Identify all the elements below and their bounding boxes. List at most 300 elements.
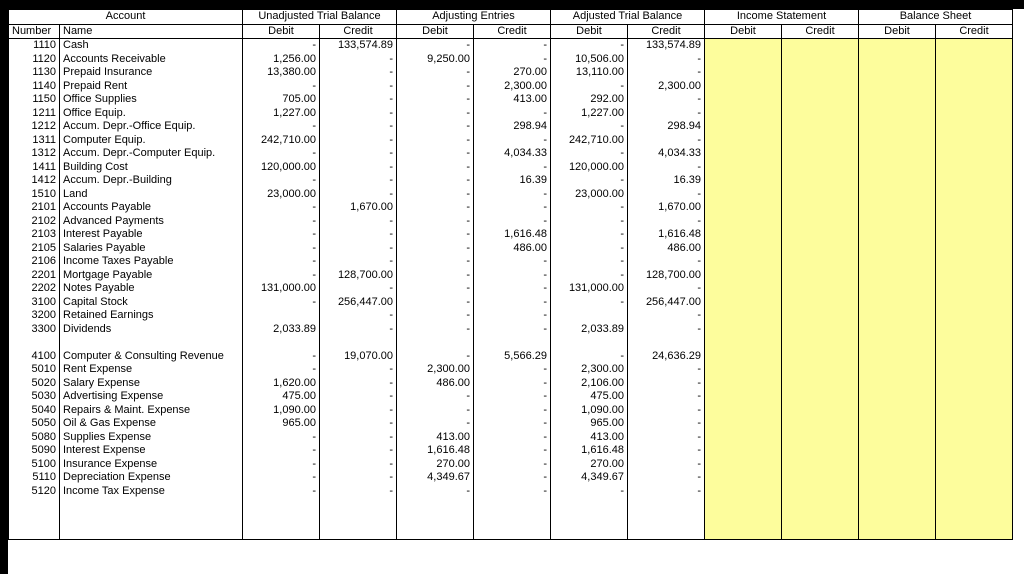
income-debit-cell[interactable] — [705, 485, 782, 499]
account-number-cell[interactable]: 1211 — [9, 107, 60, 121]
adjusting-debit-cell[interactable]: - — [397, 309, 474, 323]
unadjusted-debit-cell[interactable]: - — [243, 444, 320, 458]
account-name-cell[interactable]: Prepaid Rent — [60, 80, 243, 94]
account-name-cell[interactable]: Income Taxes Payable — [60, 255, 243, 269]
income-debit-cell[interactable] — [705, 39, 782, 53]
unadjusted-credit-cell[interactable]: - — [320, 363, 397, 377]
adjusting-debit-cell[interactable]: - — [397, 66, 474, 80]
income-credit-cell[interactable] — [782, 201, 859, 215]
adjusting-debit-cell[interactable]: - — [397, 350, 474, 364]
adjusted-debit-cell[interactable]: 131,000.00 — [551, 282, 628, 296]
adjusted-debit-cell[interactable]: 475.00 — [551, 390, 628, 404]
adjusted-credit-cell[interactable]: - — [628, 417, 705, 431]
income-debit-cell[interactable] — [705, 471, 782, 485]
balance-credit-cell[interactable] — [936, 444, 1013, 458]
income-debit-cell[interactable] — [705, 296, 782, 310]
adjusting-credit-cell[interactable]: - — [474, 188, 551, 202]
unadjusted-debit-cell[interactable]: 242,710.00 — [243, 134, 320, 148]
adjusting-debit-cell[interactable]: 4,349.67 — [397, 471, 474, 485]
balance-credit-cell[interactable] — [936, 228, 1013, 242]
adjusting-debit-cell[interactable]: 9,250.00 — [397, 53, 474, 67]
account-name-cell[interactable]: Oil & Gas Expense — [60, 417, 243, 431]
adjusting-credit-cell[interactable]: - — [474, 377, 551, 391]
balance-debit-cell[interactable] — [859, 80, 936, 94]
adjusted-credit-cell[interactable] — [628, 336, 705, 350]
account-name-cell[interactable] — [60, 336, 243, 350]
adjusted-credit-cell[interactable]: 4,034.33 — [628, 147, 705, 161]
account-number-cell[interactable]: 5020 — [9, 377, 60, 391]
balance-debit-cell[interactable] — [859, 431, 936, 445]
adjusted-debit-cell[interactable]: - — [551, 80, 628, 94]
balance-credit-cell[interactable] — [936, 309, 1013, 323]
unadjusted-debit-cell[interactable]: 120,000.00 — [243, 161, 320, 175]
balance-debit-cell[interactable] — [859, 282, 936, 296]
account-name-cell[interactable] — [60, 512, 243, 526]
balance-credit-cell[interactable] — [936, 66, 1013, 80]
income-credit-cell[interactable] — [782, 107, 859, 121]
income-debit-cell[interactable] — [705, 134, 782, 148]
adjusting-credit-cell[interactable]: - — [474, 39, 551, 53]
adjusted-credit-cell[interactable]: - — [628, 188, 705, 202]
unadjusted-debit-cell[interactable] — [243, 525, 320, 539]
balance-credit-cell[interactable] — [936, 390, 1013, 404]
income-debit-cell[interactable] — [705, 282, 782, 296]
account-name-cell[interactable]: Computer Equip. — [60, 134, 243, 148]
unadjusted-credit-cell[interactable]: 1,670.00 — [320, 201, 397, 215]
unadjusted-debit-cell[interactable] — [243, 512, 320, 526]
adjusted-debit-cell[interactable]: 413.00 — [551, 431, 628, 445]
account-number-cell[interactable]: 2202 — [9, 282, 60, 296]
account-name-cell[interactable]: Dividends — [60, 323, 243, 337]
income-credit-cell[interactable] — [782, 161, 859, 175]
income-credit-cell[interactable] — [782, 377, 859, 391]
adjusted-debit-cell[interactable]: - — [551, 215, 628, 229]
balance-debit-cell[interactable] — [859, 120, 936, 134]
adjusted-debit-cell[interactable]: - — [551, 174, 628, 188]
account-name-cell[interactable]: Building Cost — [60, 161, 243, 175]
income-debit-cell[interactable] — [705, 431, 782, 445]
income-credit-cell[interactable] — [782, 404, 859, 418]
income-credit-cell[interactable] — [782, 120, 859, 134]
balance-debit-cell[interactable] — [859, 53, 936, 67]
unadjusted-credit-cell[interactable]: - — [320, 215, 397, 229]
balance-debit-cell[interactable] — [859, 107, 936, 121]
adjusting-credit-cell[interactable]: - — [474, 161, 551, 175]
income-debit-cell[interactable] — [705, 350, 782, 364]
unadjusted-debit-cell[interactable]: 1,256.00 — [243, 53, 320, 67]
income-debit-cell[interactable] — [705, 120, 782, 134]
account-number-cell[interactable]: 2201 — [9, 269, 60, 283]
account-number-cell[interactable]: 1412 — [9, 174, 60, 188]
account-name-cell[interactable]: Insurance Expense — [60, 458, 243, 472]
adjusting-debit-cell[interactable]: - — [397, 174, 474, 188]
adjusting-credit-cell[interactable]: 1,616.48 — [474, 228, 551, 242]
adjusting-credit-cell[interactable]: - — [474, 390, 551, 404]
unadjusted-credit-cell[interactable]: - — [320, 255, 397, 269]
account-name-cell[interactable]: Accounts Receivable — [60, 53, 243, 67]
unadjusted-debit-cell[interactable]: - — [243, 350, 320, 364]
adjusted-credit-cell[interactable]: 256,447.00 — [628, 296, 705, 310]
account-name-cell[interactable]: Interest Expense — [60, 444, 243, 458]
adjusted-debit-cell[interactable]: 2,106.00 — [551, 377, 628, 391]
account-number-cell[interactable]: 5080 — [9, 431, 60, 445]
income-debit-cell[interactable] — [705, 188, 782, 202]
income-debit-cell[interactable] — [705, 525, 782, 539]
income-credit-cell[interactable] — [782, 282, 859, 296]
account-number-cell[interactable]: 1212 — [9, 120, 60, 134]
balance-debit-cell[interactable] — [859, 188, 936, 202]
income-credit-cell[interactable] — [782, 485, 859, 499]
adjusted-credit-cell[interactable]: - — [628, 458, 705, 472]
account-name-cell[interactable]: Accounts Payable — [60, 201, 243, 215]
unadjusted-credit-cell[interactable]: - — [320, 134, 397, 148]
adjusting-credit-cell[interactable]: 5,566.29 — [474, 350, 551, 364]
account-number-cell[interactable]: 1120 — [9, 53, 60, 67]
unadjusted-credit-cell[interactable]: - — [320, 417, 397, 431]
adjusting-credit-cell[interactable]: - — [474, 417, 551, 431]
income-credit-cell[interactable] — [782, 228, 859, 242]
unadjusted-credit-cell[interactable]: - — [320, 404, 397, 418]
adjusted-debit-cell[interactable]: 1,227.00 — [551, 107, 628, 121]
adjusting-debit-cell[interactable]: - — [397, 107, 474, 121]
unadjusted-debit-cell[interactable]: - — [243, 485, 320, 499]
balance-debit-cell[interactable] — [859, 228, 936, 242]
adjusted-debit-cell[interactable]: - — [551, 255, 628, 269]
adjusted-debit-cell[interactable]: - — [551, 120, 628, 134]
account-number-cell[interactable]: 3100 — [9, 296, 60, 310]
adjusted-debit-cell[interactable] — [551, 309, 628, 323]
adjusted-credit-cell[interactable]: - — [628, 282, 705, 296]
unadjusted-credit-cell[interactable] — [320, 498, 397, 512]
adjusted-credit-cell[interactable]: - — [628, 134, 705, 148]
balance-debit-cell[interactable] — [859, 215, 936, 229]
adjusted-debit-cell[interactable]: 4,349.67 — [551, 471, 628, 485]
income-credit-cell[interactable] — [782, 323, 859, 337]
adjusting-credit-cell[interactable]: 16.39 — [474, 174, 551, 188]
income-credit-cell[interactable] — [782, 174, 859, 188]
unadjusted-debit-cell[interactable]: - — [243, 363, 320, 377]
account-number-cell[interactable]: 2101 — [9, 201, 60, 215]
account-number-cell[interactable]: 1510 — [9, 188, 60, 202]
unadjusted-credit-cell[interactable]: - — [320, 485, 397, 499]
adjusted-debit-cell[interactable]: 23,000.00 — [551, 188, 628, 202]
income-credit-cell[interactable] — [782, 525, 859, 539]
adjusted-debit-cell[interactable] — [551, 525, 628, 539]
income-debit-cell[interactable] — [705, 147, 782, 161]
unadjusted-credit-cell[interactable]: - — [320, 53, 397, 67]
adjusted-debit-cell[interactable]: - — [551, 269, 628, 283]
account-name-cell[interactable]: Cash — [60, 39, 243, 53]
account-name-cell[interactable]: Repairs & Maint. Expense — [60, 404, 243, 418]
balance-debit-cell[interactable] — [859, 485, 936, 499]
account-number-cell[interactable] — [9, 525, 60, 539]
adjusted-credit-cell[interactable]: - — [628, 377, 705, 391]
adjusted-debit-cell[interactable]: 2,300.00 — [551, 363, 628, 377]
adjusting-credit-cell[interactable]: - — [474, 471, 551, 485]
balance-debit-cell[interactable] — [859, 336, 936, 350]
income-credit-cell[interactable] — [782, 39, 859, 53]
unadjusted-credit-cell[interactable]: - — [320, 161, 397, 175]
income-credit-cell[interactable] — [782, 53, 859, 67]
account-number-cell[interactable]: 1150 — [9, 93, 60, 107]
balance-debit-cell[interactable] — [859, 363, 936, 377]
income-credit-cell[interactable] — [782, 390, 859, 404]
income-credit-cell[interactable] — [782, 188, 859, 202]
unadjusted-debit-cell[interactable]: 131,000.00 — [243, 282, 320, 296]
adjusted-debit-cell[interactable]: 13,110.00 — [551, 66, 628, 80]
income-credit-cell[interactable] — [782, 350, 859, 364]
balance-debit-cell[interactable] — [859, 93, 936, 107]
income-debit-cell[interactable] — [705, 512, 782, 526]
income-debit-cell[interactable] — [705, 161, 782, 175]
balance-credit-cell[interactable] — [936, 458, 1013, 472]
account-name-cell[interactable]: Computer & Consulting Revenue — [60, 350, 243, 364]
unadjusted-debit-cell[interactable]: 965.00 — [243, 417, 320, 431]
adjusted-credit-cell[interactable]: - — [628, 215, 705, 229]
account-number-cell[interactable]: 1312 — [9, 147, 60, 161]
adjusted-credit-cell[interactable]: 16.39 — [628, 174, 705, 188]
income-credit-cell[interactable] — [782, 255, 859, 269]
balance-credit-cell[interactable] — [936, 134, 1013, 148]
adjusted-debit-cell[interactable]: - — [551, 201, 628, 215]
income-debit-cell[interactable] — [705, 269, 782, 283]
adjusting-debit-cell[interactable] — [397, 512, 474, 526]
account-name-cell[interactable]: Salary Expense — [60, 377, 243, 391]
balance-credit-cell[interactable] — [936, 242, 1013, 256]
account-name-cell[interactable]: Salaries Payable — [60, 242, 243, 256]
unadjusted-credit-cell[interactable]: - — [320, 188, 397, 202]
adjusting-debit-cell[interactable]: - — [397, 404, 474, 418]
unadjusted-debit-cell[interactable]: - — [243, 255, 320, 269]
account-number-cell[interactable]: 2103 — [9, 228, 60, 242]
balance-credit-cell[interactable] — [936, 201, 1013, 215]
adjusted-debit-cell[interactable]: 270.00 — [551, 458, 628, 472]
adjusted-credit-cell[interactable]: - — [628, 53, 705, 67]
balance-debit-cell[interactable] — [859, 66, 936, 80]
adjusting-credit-cell[interactable]: - — [474, 404, 551, 418]
balance-debit-cell[interactable] — [859, 134, 936, 148]
adjusted-debit-cell[interactable]: - — [551, 296, 628, 310]
adjusting-debit-cell[interactable]: 413.00 — [397, 431, 474, 445]
account-name-cell[interactable]: Prepaid Insurance — [60, 66, 243, 80]
balance-debit-cell[interactable] — [859, 269, 936, 283]
balance-credit-cell[interactable] — [936, 282, 1013, 296]
adjusting-credit-cell[interactable]: - — [474, 363, 551, 377]
balance-credit-cell[interactable] — [936, 363, 1013, 377]
unadjusted-credit-cell[interactable]: - — [320, 471, 397, 485]
income-debit-cell[interactable] — [705, 107, 782, 121]
income-debit-cell[interactable] — [705, 444, 782, 458]
unadjusted-debit-cell[interactable] — [243, 336, 320, 350]
balance-credit-cell[interactable] — [936, 147, 1013, 161]
unadjusted-debit-cell[interactable]: 23,000.00 — [243, 188, 320, 202]
adjusted-debit-cell[interactable]: - — [551, 242, 628, 256]
balance-credit-cell[interactable] — [936, 174, 1013, 188]
adjusting-debit-cell[interactable]: - — [397, 242, 474, 256]
unadjusted-credit-cell[interactable]: - — [320, 80, 397, 94]
balance-debit-cell[interactable] — [859, 296, 936, 310]
account-name-cell[interactable]: Office Supplies — [60, 93, 243, 107]
unadjusted-credit-cell[interactable]: - — [320, 120, 397, 134]
account-name-cell[interactable]: Interest Payable — [60, 228, 243, 242]
adjusting-debit-cell[interactable]: - — [397, 282, 474, 296]
balance-credit-cell[interactable] — [936, 471, 1013, 485]
adjusted-debit-cell[interactable]: 2,033.89 — [551, 323, 628, 337]
unadjusted-debit-cell[interactable]: - — [243, 296, 320, 310]
adjusted-credit-cell[interactable]: - — [628, 93, 705, 107]
adjusting-credit-cell[interactable]: - — [474, 255, 551, 269]
unadjusted-credit-cell[interactable] — [320, 525, 397, 539]
adjusting-credit-cell[interactable] — [474, 336, 551, 350]
adjusted-debit-cell[interactable]: - — [551, 485, 628, 499]
account-name-cell[interactable]: Mortgage Payable — [60, 269, 243, 283]
balance-debit-cell[interactable] — [859, 242, 936, 256]
balance-debit-cell[interactable] — [859, 161, 936, 175]
account-name-cell[interactable]: Advertising Expense — [60, 390, 243, 404]
adjusting-debit-cell[interactable]: - — [397, 269, 474, 283]
income-debit-cell[interactable] — [705, 215, 782, 229]
income-credit-cell[interactable] — [782, 269, 859, 283]
adjusting-credit-cell[interactable]: - — [474, 282, 551, 296]
adjusted-credit-cell[interactable]: - — [628, 309, 705, 323]
income-credit-cell[interactable] — [782, 215, 859, 229]
adjusted-credit-cell[interactable]: - — [628, 390, 705, 404]
income-credit-cell[interactable] — [782, 147, 859, 161]
income-debit-cell[interactable] — [705, 458, 782, 472]
account-name-cell[interactable]: Depreciation Expense — [60, 471, 243, 485]
adjusting-debit-cell[interactable] — [397, 498, 474, 512]
adjusted-credit-cell[interactable]: 24,636.29 — [628, 350, 705, 364]
balance-credit-cell[interactable] — [936, 525, 1013, 539]
income-debit-cell[interactable] — [705, 498, 782, 512]
adjusted-credit-cell[interactable]: - — [628, 471, 705, 485]
adjusted-debit-cell[interactable]: - — [551, 228, 628, 242]
income-debit-cell[interactable] — [705, 80, 782, 94]
adjusted-debit-cell[interactable] — [551, 336, 628, 350]
unadjusted-credit-cell[interactable]: - — [320, 390, 397, 404]
balance-debit-cell[interactable] — [859, 444, 936, 458]
account-number-cell[interactable]: 5010 — [9, 363, 60, 377]
account-name-cell[interactable]: Retained Earnings — [60, 309, 243, 323]
balance-credit-cell[interactable] — [936, 161, 1013, 175]
adjusted-debit-cell[interactable] — [551, 498, 628, 512]
unadjusted-credit-cell[interactable]: - — [320, 431, 397, 445]
account-name-cell[interactable]: Accum. Depr.-Building — [60, 174, 243, 188]
account-name-cell[interactable]: Supplies Expense — [60, 431, 243, 445]
account-name-cell[interactable] — [60, 525, 243, 539]
balance-credit-cell[interactable] — [936, 120, 1013, 134]
balance-credit-cell[interactable] — [936, 350, 1013, 364]
balance-debit-cell[interactable] — [859, 377, 936, 391]
adjusting-debit-cell[interactable] — [397, 525, 474, 539]
account-name-cell[interactable]: Office Equip. — [60, 107, 243, 121]
balance-debit-cell[interactable] — [859, 512, 936, 526]
balance-debit-cell[interactable] — [859, 525, 936, 539]
account-number-cell[interactable]: 5100 — [9, 458, 60, 472]
adjusting-debit-cell[interactable]: 270.00 — [397, 458, 474, 472]
income-credit-cell[interactable] — [782, 66, 859, 80]
balance-credit-cell[interactable] — [936, 404, 1013, 418]
unadjusted-credit-cell[interactable]: - — [320, 282, 397, 296]
adjusted-credit-cell[interactable]: - — [628, 107, 705, 121]
unadjusted-credit-cell[interactable]: - — [320, 377, 397, 391]
balance-credit-cell[interactable] — [936, 336, 1013, 350]
income-credit-cell[interactable] — [782, 309, 859, 323]
adjusted-debit-cell[interactable]: - — [551, 350, 628, 364]
adjusting-debit-cell[interactable]: - — [397, 80, 474, 94]
income-credit-cell[interactable] — [782, 363, 859, 377]
adjusting-credit-cell[interactable]: 270.00 — [474, 66, 551, 80]
account-number-cell[interactable]: 4100 — [9, 350, 60, 364]
adjusting-credit-cell[interactable]: 4,034.33 — [474, 147, 551, 161]
unadjusted-debit-cell[interactable]: 1,620.00 — [243, 377, 320, 391]
balance-credit-cell[interactable] — [936, 107, 1013, 121]
account-number-cell[interactable]: 1411 — [9, 161, 60, 175]
income-debit-cell[interactable] — [705, 363, 782, 377]
balance-credit-cell[interactable] — [936, 512, 1013, 526]
balance-debit-cell[interactable] — [859, 417, 936, 431]
adjusting-debit-cell[interactable]: - — [397, 390, 474, 404]
unadjusted-debit-cell[interactable]: - — [243, 80, 320, 94]
unadjusted-credit-cell[interactable]: - — [320, 93, 397, 107]
unadjusted-debit-cell[interactable]: - — [243, 201, 320, 215]
unadjusted-credit-cell[interactable]: 128,700.00 — [320, 269, 397, 283]
income-debit-cell[interactable] — [705, 66, 782, 80]
account-number-cell[interactable]: 5040 — [9, 404, 60, 418]
adjusted-credit-cell[interactable]: - — [628, 444, 705, 458]
adjusting-debit-cell[interactable]: - — [397, 201, 474, 215]
balance-debit-cell[interactable] — [859, 471, 936, 485]
balance-credit-cell[interactable] — [936, 188, 1013, 202]
account-number-cell[interactable]: 3200 — [9, 309, 60, 323]
balance-debit-cell[interactable] — [859, 498, 936, 512]
unadjusted-credit-cell[interactable]: - — [320, 323, 397, 337]
unadjusted-credit-cell[interactable]: 256,447.00 — [320, 296, 397, 310]
unadjusted-credit-cell[interactable]: - — [320, 107, 397, 121]
income-credit-cell[interactable] — [782, 471, 859, 485]
account-name-cell[interactable]: Rent Expense — [60, 363, 243, 377]
account-number-cell[interactable]: 1140 — [9, 80, 60, 94]
adjusting-debit-cell[interactable]: - — [397, 485, 474, 499]
unadjusted-debit-cell[interactable]: 13,380.00 — [243, 66, 320, 80]
unadjusted-debit-cell[interactable]: - — [243, 215, 320, 229]
unadjusted-credit-cell[interactable]: - — [320, 458, 397, 472]
balance-credit-cell[interactable] — [936, 498, 1013, 512]
balance-credit-cell[interactable] — [936, 255, 1013, 269]
adjusted-debit-cell[interactable] — [551, 512, 628, 526]
account-number-cell[interactable]: 2105 — [9, 242, 60, 256]
adjusted-debit-cell[interactable]: 242,710.00 — [551, 134, 628, 148]
adjusting-credit-cell[interactable]: 413.00 — [474, 93, 551, 107]
adjusting-debit-cell[interactable]: 2,300.00 — [397, 363, 474, 377]
unadjusted-debit-cell[interactable] — [243, 498, 320, 512]
account-number-cell[interactable]: 1130 — [9, 66, 60, 80]
adjusted-debit-cell[interactable]: 10,506.00 — [551, 53, 628, 67]
unadjusted-credit-cell[interactable]: - — [320, 309, 397, 323]
unadjusted-credit-cell[interactable]: - — [320, 228, 397, 242]
account-number-cell[interactable] — [9, 336, 60, 350]
adjusting-debit-cell[interactable]: - — [397, 188, 474, 202]
adjusted-credit-cell[interactable]: 2,300.00 — [628, 80, 705, 94]
balance-debit-cell[interactable] — [859, 458, 936, 472]
adjusted-debit-cell[interactable]: 292.00 — [551, 93, 628, 107]
unadjusted-credit-cell[interactable]: - — [320, 147, 397, 161]
income-debit-cell[interactable] — [705, 417, 782, 431]
account-number-cell[interactable]: 5090 — [9, 444, 60, 458]
account-number-cell[interactable]: 5050 — [9, 417, 60, 431]
account-number-cell[interactable]: 3300 — [9, 323, 60, 337]
adjusted-debit-cell[interactable]: 1,090.00 — [551, 404, 628, 418]
